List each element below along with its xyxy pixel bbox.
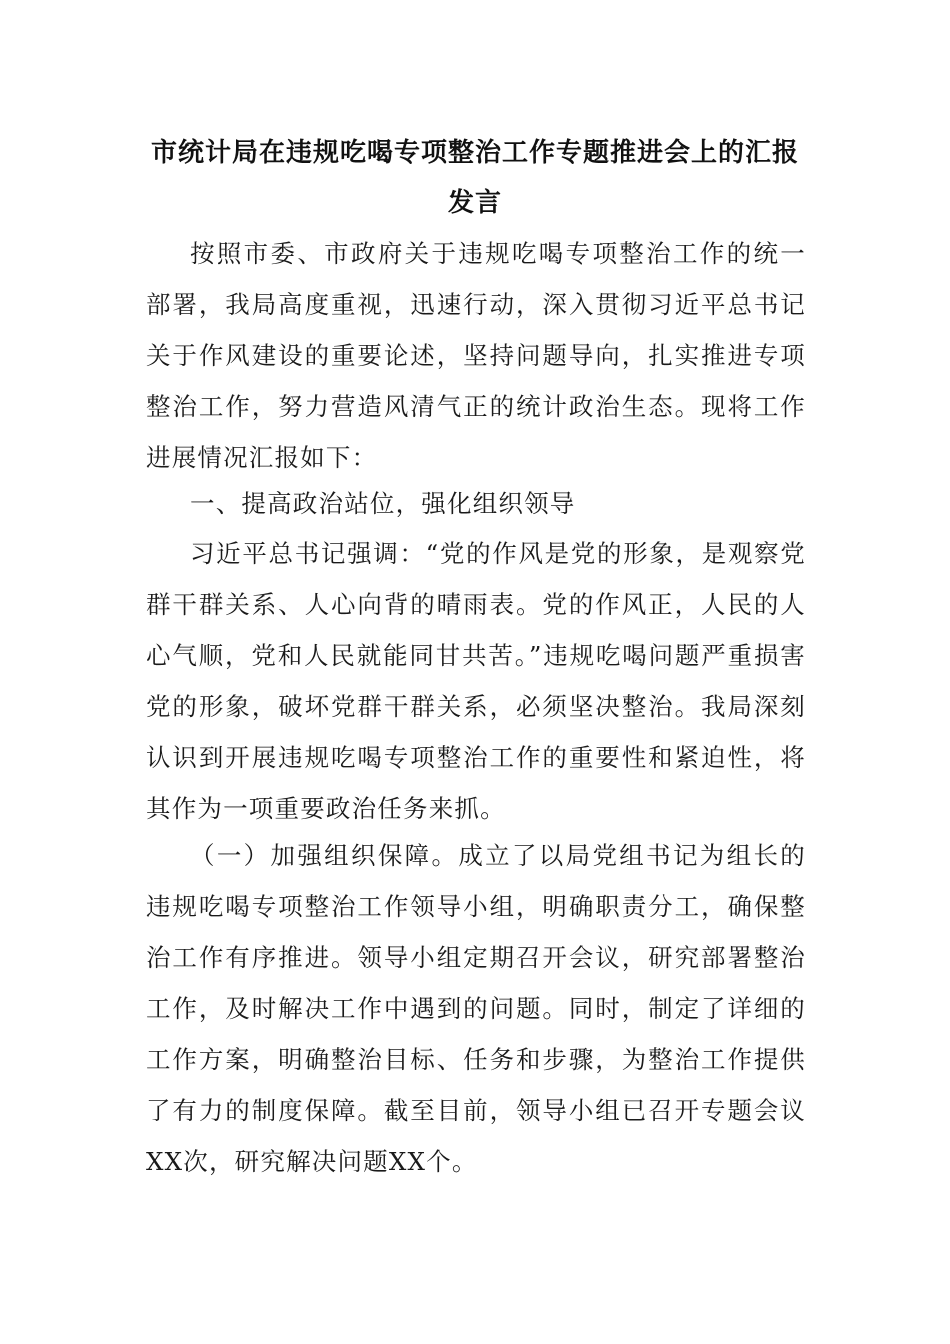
subsection-paragraph: （一）加强组织保障。成立了以局党组书记为组长的违规吃喝专项整治工作领导小组，明确职责分工，确保整治工作有序推进。领导小组定期召开会议，研究部署整治工作，及时解决工作中遇到的问题。同时，制定了详细的工作方案，明确整治目标、任务和步骤，为整治工作提供了有力的制度保障。截至目前，领导小组已召开专题会议XX次，研究解决问题XX个。 xyxy=(146,841,806,1176)
document-title: 市统计局在违规吃喝专项整治工作专题推进会上的汇报发言 xyxy=(150,138,799,218)
section-heading: 一、提高政治站位，强化组织领导 xyxy=(190,489,576,518)
quote-paragraph: 习近平总书记强调：“党的作风是党的形象，是观察党群干群关系、人心向背的晴雨表。党的作风正，人民的人心气顺，党和人民就能同甘共苦。”违规吃喝问题严重损害党的形象，破坏党群干群关系，必须坚决整治。我局深刻认识到开展违规吃喝专项整治工作的重要性和紧迫性，将其作为一项重要政治任务来抓。 xyxy=(146,539,806,823)
intro-paragraph: 按照市委、市政府关于违规吃喝专项整治工作的统一部署，我局高度重视，迅速行动，深入贯彻习近平总书记关于作风建设的重要论述，坚持问题导向，扎实推进专项整治工作，努力营造风清气正的统计政治生态。现将工作进展情况汇报如下： xyxy=(146,239,806,472)
